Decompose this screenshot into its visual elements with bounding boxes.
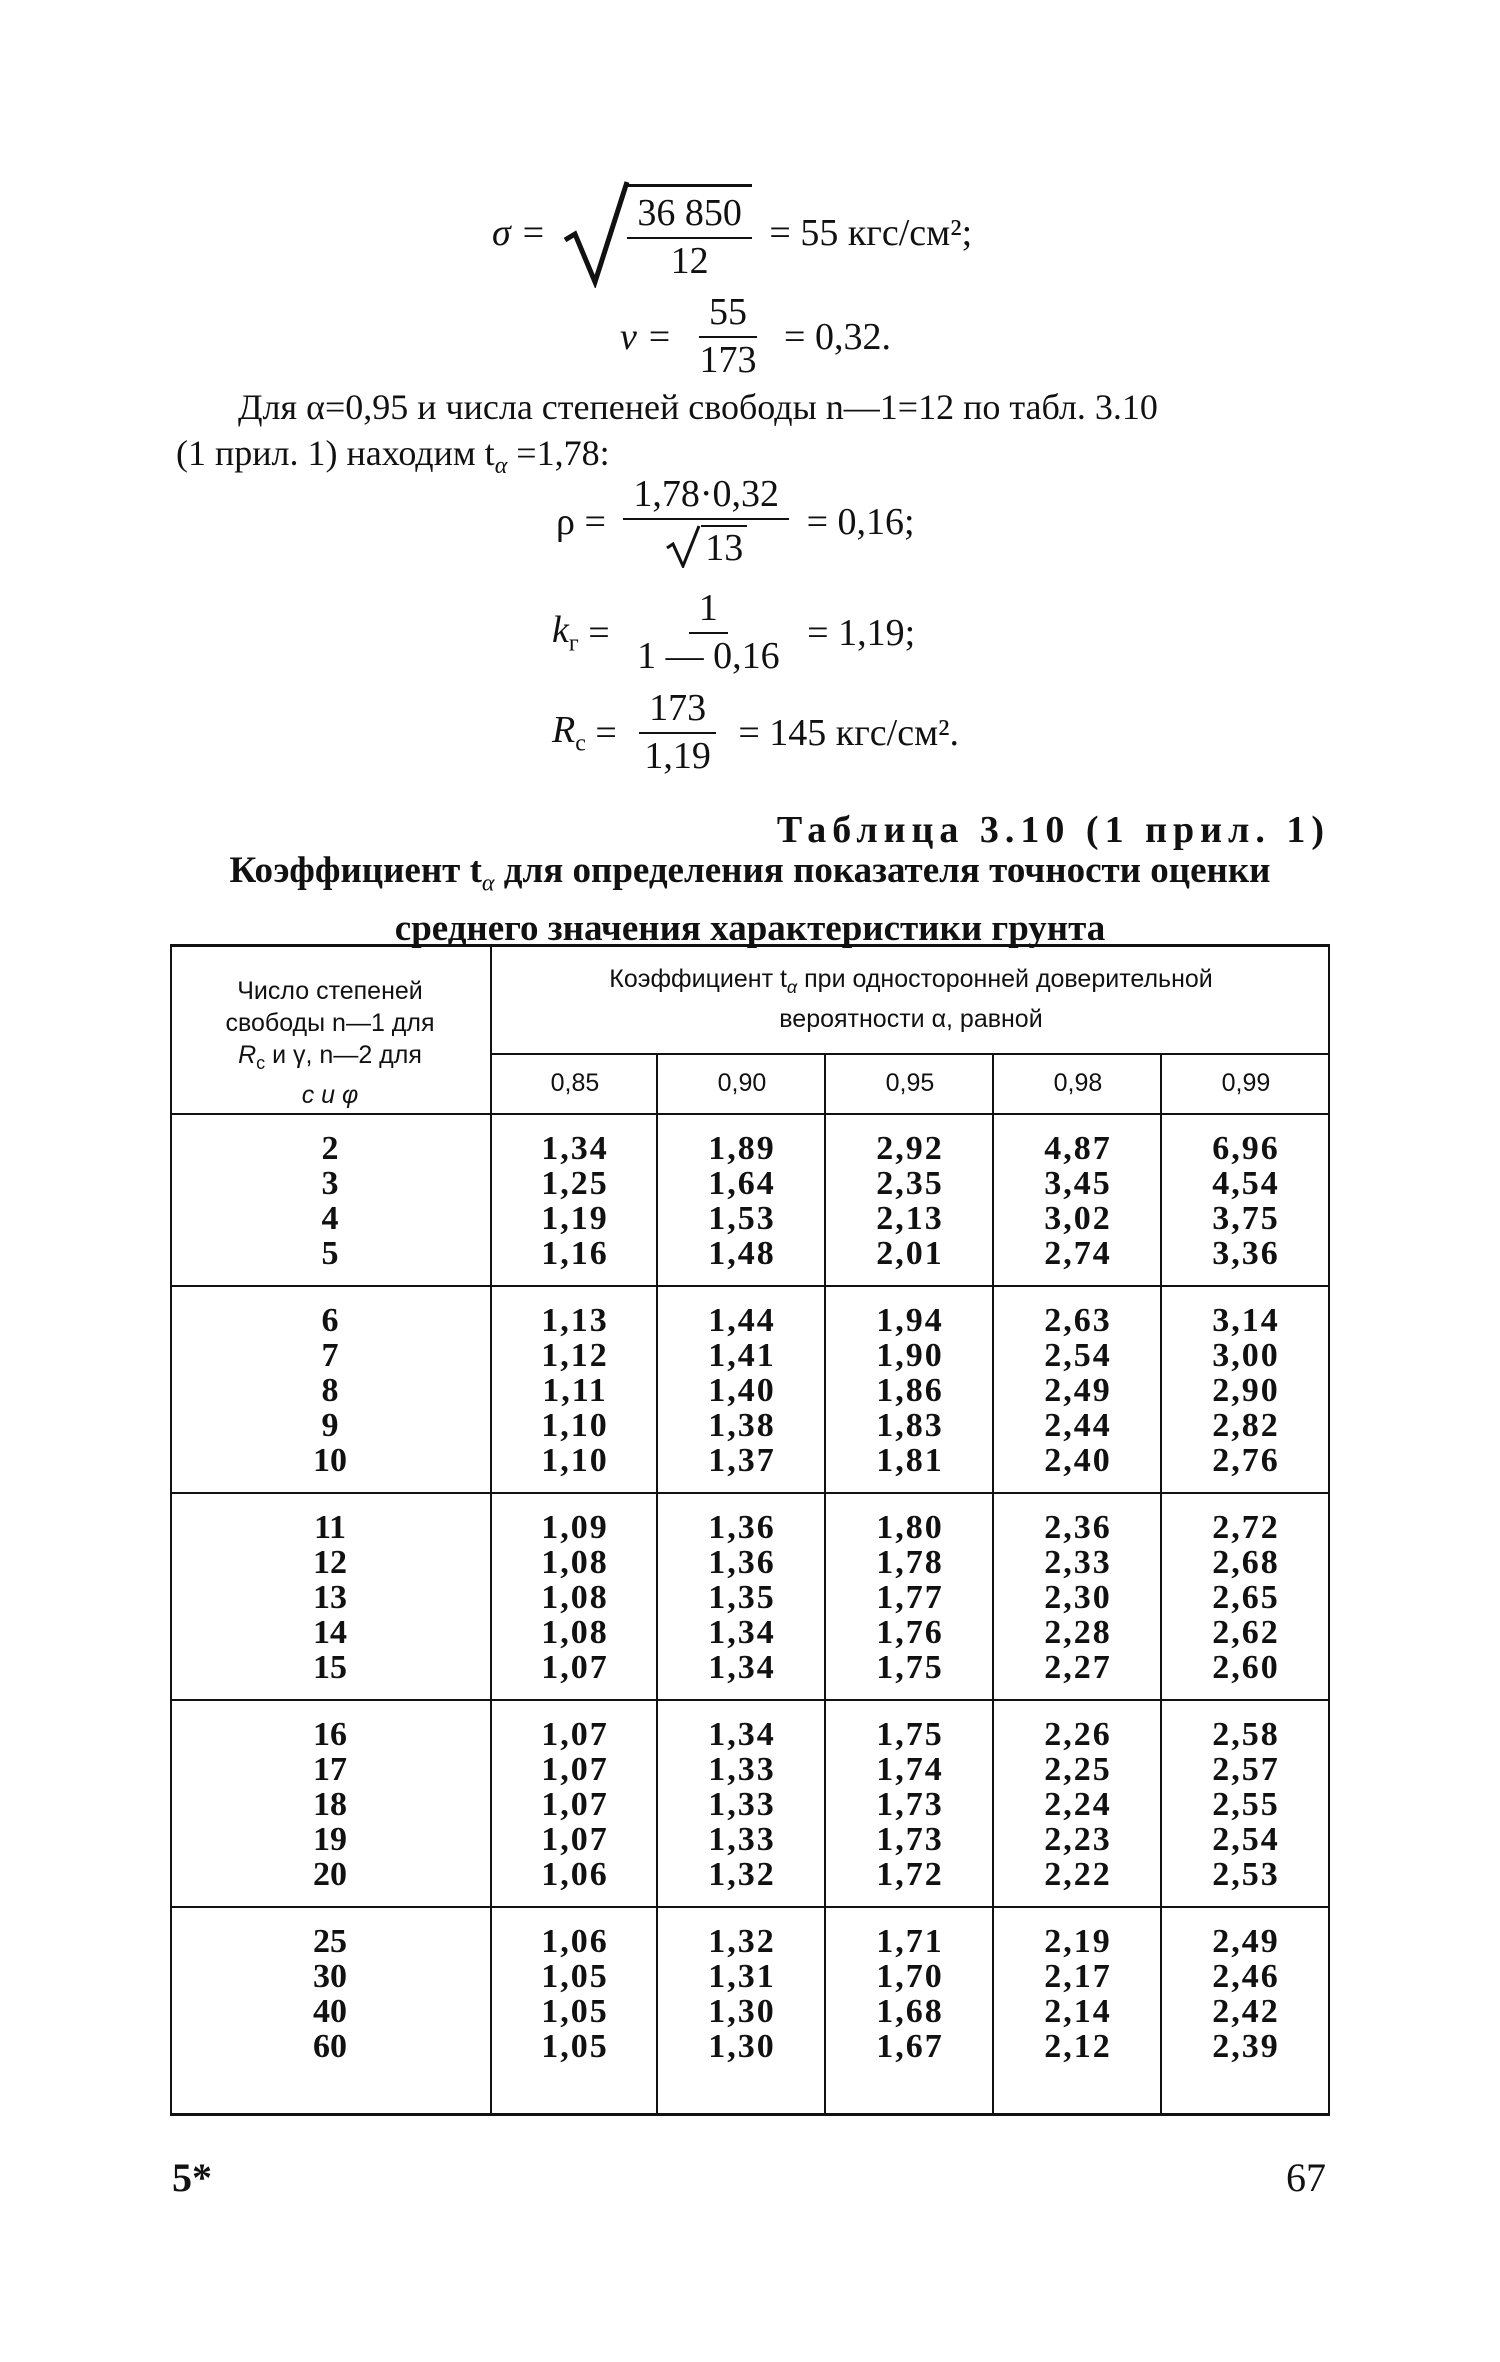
coefficient-cell: 2,72 2,68 2,65 2,62 2,60 [1212, 1509, 1280, 1686]
rc-result: = 145 кгс/см². [738, 711, 960, 754]
paragraph-line-2-sub: α [494, 453, 508, 480]
coefficient-cell: 2,58 2,57 2,55 2,54 2,53 [1212, 1716, 1280, 1893]
degrees-of-freedom-cell: 2 3 4 5 [321, 1130, 339, 1272]
rho-denominator [655, 520, 757, 570]
coefficient-cell: 1,80 1,78 1,77 1,76 1,75 [876, 1509, 944, 1686]
v-numerator: 55 [699, 292, 757, 338]
coefficient-cell: 1,13 1,12 1,11 1,10 1,10 [541, 1302, 609, 1479]
formula-sigma [492, 178, 972, 288]
page-number: 67 [1286, 2155, 1326, 2200]
sigma-fraction [627, 184, 752, 283]
degrees-of-freedom-cell: 6 7 8 9 10 [313, 1302, 347, 1479]
coefficient-cell: 1,09 1,08 1,08 1,08 1,07 [541, 1509, 609, 1686]
sigma-lhs: σ = [492, 212, 546, 254]
group-header: Коэффициент $t_\alpha$ при односторонней доверительной вероятности α, равной [609, 965, 1213, 1033]
table-title: Таблица 3.10 (1 прил. 1) [776, 809, 1330, 851]
kg-numerator: 1 [689, 588, 728, 634]
coefficient-cell: 1,07 1,07 1,07 1,07 1,06 [541, 1716, 609, 1893]
table-group [170, 1287, 1330, 1492]
radical-icon [665, 522, 701, 568]
v-result: = 0,32. [784, 315, 891, 358]
rho-lhs: ρ = [556, 500, 606, 543]
degrees-of-freedom-cell: 11 12 13 14 15 [313, 1509, 347, 1686]
sigma-denominator: 12 [670, 239, 709, 282]
coefficient-cell: 1,34 1,33 1,33 1,33 1,32 [708, 1716, 776, 1893]
paragraph-line-2-a: (1 прил. 1) находим t [176, 433, 495, 473]
caption-line-1: Коэффициент $t_\alpha$ для определения показателя точности оценки [229, 850, 1271, 897]
radical-icon [561, 178, 631, 288]
table-caption [170, 848, 1330, 952]
rc-eq: = [595, 711, 617, 754]
column-header-099: 0,99 [1221, 1069, 1271, 1097]
rc-denominator: 1,19 [644, 734, 711, 777]
coefficient-cell: 2,49 2,46 2,42 2,39 [1212, 1923, 1280, 2065]
coefficient-cell: 1,89 1,64 1,53 1,48 [708, 1130, 776, 1272]
degrees-of-freedom-cell: 16 17 18 19 20 [313, 1716, 347, 1893]
v-denominator: 173 [699, 338, 757, 381]
stub-header: Число степеней свободы n—1 для $R_с$ и γ, n—2 для с и φ [225, 977, 435, 1109]
column-header-098: 0,98 [1053, 1069, 1103, 1097]
rc-lhs: $R_с$ [552, 709, 586, 757]
formula-kg [552, 588, 915, 678]
coefficient-cell: 2,63 2,54 2,49 2,44 2,40 [1044, 1302, 1112, 1479]
formula-rho [556, 474, 915, 570]
coefficient-cell: 1,75 1,74 1,73 1,73 1,72 [876, 1716, 944, 1893]
degrees-of-freedom-cell: 25 30 40 60 [313, 1923, 347, 2065]
kg-result: = 1,19; [807, 611, 916, 654]
formula-v [620, 292, 891, 382]
coefficient-table [170, 944, 1330, 2116]
coefficient-cell: 1,94 1,90 1,86 1,83 1,81 [876, 1302, 944, 1479]
table-body [170, 1115, 1330, 2113]
paragraph-line-1: Для α=0,95 и числа степеней свободы n—1=12 по табл. 3.10 [238, 387, 1158, 427]
rho-result: = 0,16; [806, 500, 915, 543]
v-lhs: v = [620, 315, 673, 358]
kg-eq: = [588, 611, 610, 654]
coefficient-cell: 2,19 2,17 2,14 2,12 [1044, 1923, 1112, 2065]
coefficient-cell: 1,71 1,70 1,68 1,67 [876, 1923, 944, 2065]
rc-numerator: 173 [639, 688, 716, 734]
coefficient-cell: 1,44 1,41 1,40 1,38 1,37 [708, 1302, 776, 1479]
column-header-085: 0,85 [550, 1069, 600, 1097]
coefficient-cell: 1,06 1,05 1,05 1,05 [541, 1923, 609, 2065]
square-root-sign [561, 178, 631, 288]
signature-mark: 5* [172, 2155, 212, 2200]
coefficient-cell: 1,34 1,25 1,19 1,16 [541, 1130, 609, 1272]
v-fraction [690, 292, 767, 382]
coefficient-cell: 3,14 3,00 2,90 2,82 2,76 [1212, 1302, 1280, 1479]
coefficient-cell: 2,36 2,33 2,30 2,28 2,27 [1044, 1509, 1112, 1686]
table-group [170, 1701, 1330, 1906]
caption-line-2: среднего значения характеристики грунта [394, 908, 1106, 950]
coefficient-cell: 1,32 1,31 1,30 1,30 [708, 1923, 776, 2065]
table-group [170, 1908, 1330, 2078]
group-header-rule [490, 1053, 1330, 1055]
paragraph-line-2-b: =1,78: [507, 433, 610, 473]
rho-fraction [623, 474, 789, 570]
rho-numerator: 1,78·0,32 [623, 474, 789, 520]
coefficient-cell: 2,26 2,25 2,24 2,23 2,22 [1044, 1716, 1112, 1893]
sigma-result: = 55 кгс/см²; [769, 212, 973, 254]
rho-root-value: 13 [701, 525, 747, 569]
coefficient-cell: 6,96 4,54 3,75 3,36 [1212, 1130, 1280, 1272]
column-header-090: 0,90 [717, 1069, 767, 1097]
kg-denominator: 1 — 0,16 [637, 634, 780, 677]
kg-lhs: $k_г$ [552, 609, 579, 657]
coefficient-cell: 1,36 1,36 1,35 1,34 1,34 [708, 1509, 776, 1686]
kg-fraction [627, 588, 790, 678]
table-group [170, 1115, 1330, 1285]
coefficient-cell: 2,92 2,35 2,13 2,01 [876, 1130, 944, 1272]
column-header-095: 0,95 [885, 1069, 935, 1097]
rc-fraction [634, 688, 721, 778]
formula-rc [552, 688, 959, 778]
sigma-numerator: 36 850 [627, 193, 752, 239]
coefficient-cell: 4,87 3,45 3,02 2,74 [1044, 1130, 1112, 1272]
table-group [170, 1494, 1330, 1699]
